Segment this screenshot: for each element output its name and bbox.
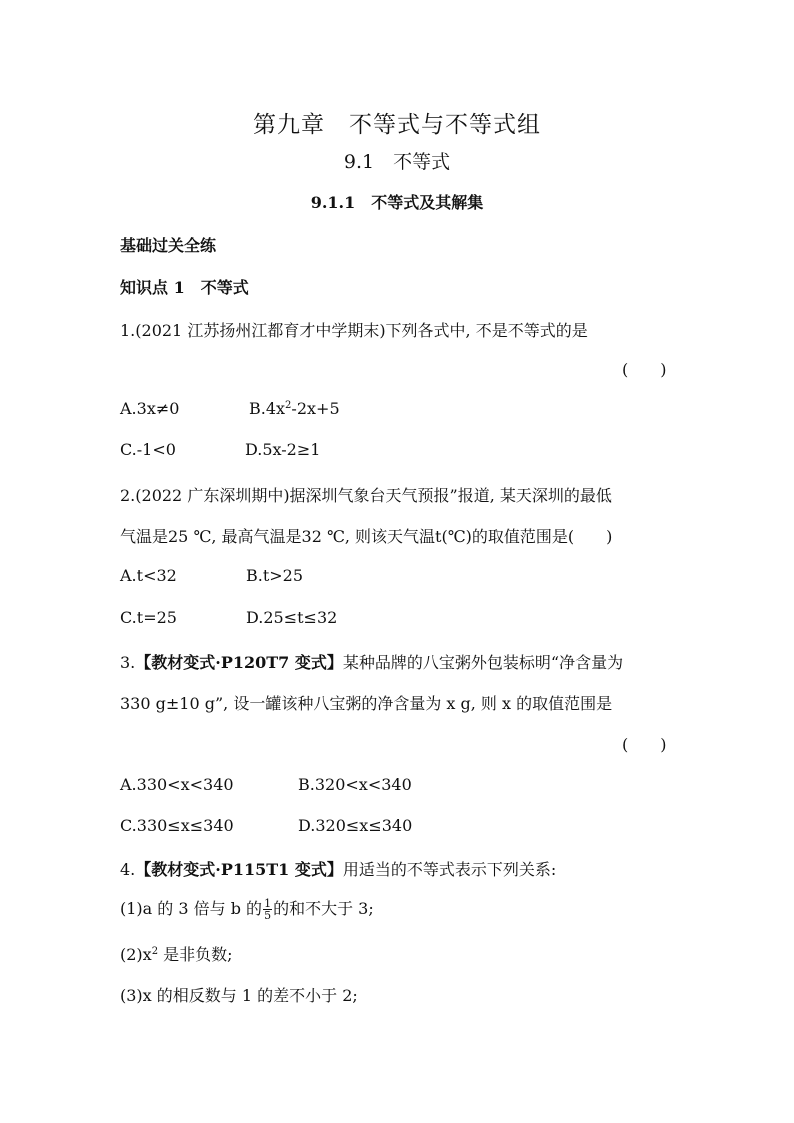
q1-option-b-suffix: -2x+5 <box>291 399 340 418</box>
q3-textbook-tag: 【教材变式·P120T7 变式】 <box>135 653 343 672</box>
q4-item-1-pre: (1)a 的 3 倍与 b 的 <box>120 899 263 918</box>
q4-number: 4. <box>120 860 136 879</box>
q2-option-b: B.t>25 <box>246 566 304 585</box>
q3-answer-paren: ( ) <box>622 735 667 754</box>
q4-item-1-post: 的和不大于 3; <box>273 899 374 918</box>
q4-item-2 <box>120 942 233 965</box>
q4-item-1 <box>120 896 374 921</box>
practice-heading: 基础过关全练 <box>120 236 217 255</box>
q4-stem-text: 用适当的不等式表示下列关系: <box>342 860 557 879</box>
q4-item-2-exponent: 2 <box>151 946 159 957</box>
q3-stem-line2: 330 g±10 g”, 设一罐该种八宝粥的净含量为 x g, 则 x 的取值范围是 <box>120 694 613 713</box>
q3-option-b: B.320<x<340 <box>298 775 412 794</box>
q4-textbook-tag: 【教材变式·P115T1 变式】 <box>135 860 343 879</box>
q1-option-b-prefix: B.4x <box>249 399 286 418</box>
q3-option-c: C.330≤x≤340 <box>120 816 234 835</box>
q1-option-d: D.5x-2≥1 <box>245 440 321 459</box>
q2-option-a: A.t<32 <box>120 566 177 585</box>
q4-item-3: (3)x 的相反数与 1 的差不小于 2; <box>120 986 358 1005</box>
q4-item-2-post: 是非负数; <box>158 945 233 964</box>
fraction-denominator: 5 <box>264 909 272 922</box>
q2-option-c: C.t=25 <box>120 608 177 627</box>
q3-number: 3. <box>120 653 136 672</box>
subsection-title: 9.1.1 不等式及其解集 <box>310 193 484 212</box>
fraction-one-fifth <box>263 898 272 921</box>
fraction-numerator: 1 <box>264 897 272 910</box>
section-title: 9.1 不等式 <box>343 151 451 173</box>
q3-stem-line1 <box>120 650 623 673</box>
q2-option-d: D.25≤t≤32 <box>246 608 338 627</box>
knowledge-point-heading: 知识点 1 不等式 <box>120 278 249 297</box>
q1-option-b <box>249 399 340 418</box>
q2-stem-line2: 气温是25 ℃, 最高气温是32 ℃, 则该天气温t(℃)的取值范围是( ) <box>120 527 613 546</box>
q3-stem-text: 某种品牌的八宝粥外包装标明“净含量为 <box>342 653 624 672</box>
q4-stem <box>120 857 556 880</box>
chapter-title: 第九章 不等式与不等式组 <box>253 112 541 138</box>
q4-item-2-pre: (2)x <box>120 945 152 964</box>
q1-option-c: C.-1<0 <box>120 440 176 459</box>
q1-option-b-exponent: 2 <box>285 400 292 411</box>
q2-stem-line1: 2.(2022 广东深圳期中)据深圳气象台天气预报”报道, 某天深圳的最低 <box>120 486 612 505</box>
q1-answer-paren: ( ) <box>622 360 667 379</box>
q3-option-a: A.330<x<340 <box>120 775 234 794</box>
q3-option-d: D.320≤x≤340 <box>298 816 413 835</box>
q1-stem: 1.(2021 江苏扬州江都育才中学期末)下列各式中, 不是不等式的是 <box>120 321 588 340</box>
q1-option-a: A.3x≠0 <box>120 399 180 418</box>
